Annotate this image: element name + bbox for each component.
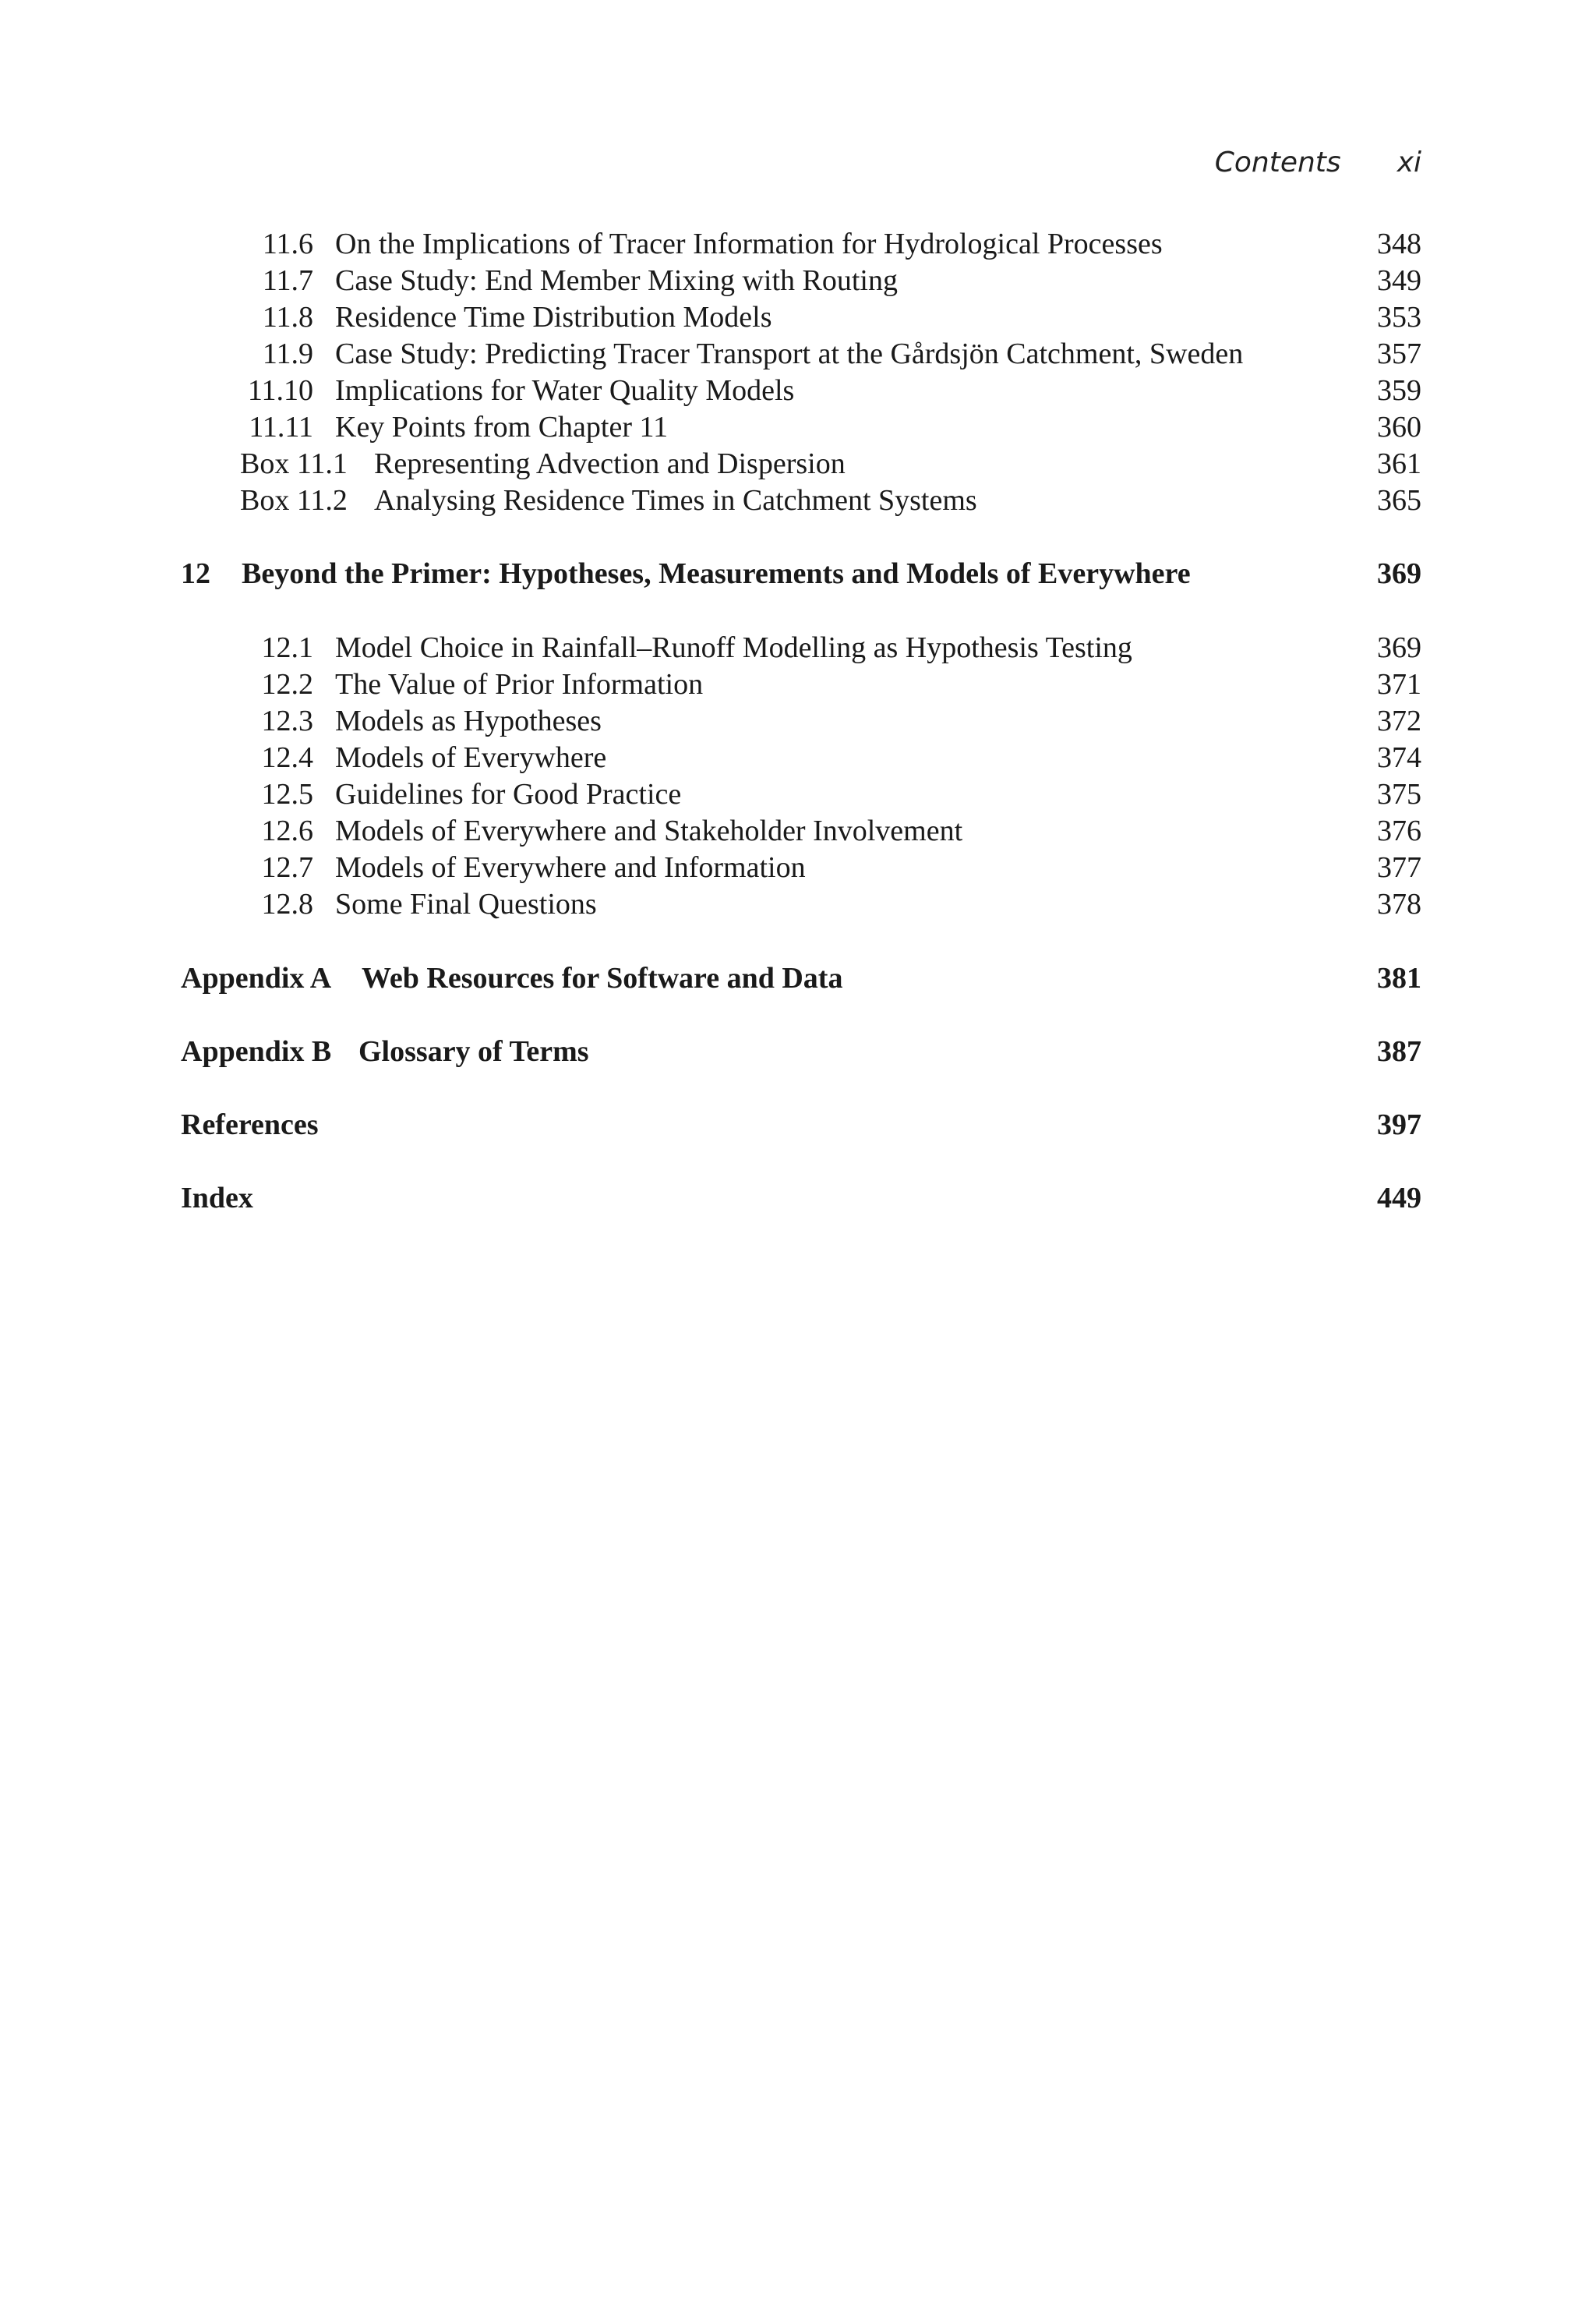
section-title: Residence Time Distribution Models (335, 301, 772, 334)
section-title: Guidelines for Good Practice (335, 778, 682, 811)
section-number: 11.9 (262, 338, 313, 370)
entry-title: References (181, 1108, 319, 1141)
header-title: Contents (1214, 147, 1341, 179)
section-number: 12.8 (261, 888, 313, 921)
page-number: 361 (1377, 447, 1421, 480)
toc-entry-box-11-1[interactable] (181, 445, 1421, 483)
page-number: 449 (1377, 1182, 1421, 1214)
page-number: 369 (1377, 631, 1421, 664)
box-title: Representing Advection and Dispersion (374, 447, 846, 480)
page-number: 387 (1377, 1035, 1421, 1068)
section-number: 11.10 (247, 374, 313, 407)
box-number: Box 11.1 (240, 447, 348, 480)
appendix-number: Appendix A (181, 962, 332, 995)
running-header (1215, 147, 1421, 179)
section-number: 11.11 (249, 411, 313, 444)
section-number: 11.8 (262, 301, 313, 334)
section-number: 12.6 (261, 815, 313, 847)
section-title: Case Study: Predicting Tracer Transport at the Gårdsjön Catchment, Sweden (335, 338, 1244, 370)
section-title: Models of Everywhere (335, 741, 607, 774)
section-number: 12.4 (261, 741, 313, 774)
toc-entry-11-11[interactable] (181, 408, 1421, 446)
section-number: 11.6 (262, 228, 313, 260)
page-number: 353 (1377, 301, 1421, 334)
appendix-title: Glossary of Terms (358, 1035, 589, 1068)
section-title: Some Final Questions (335, 888, 597, 921)
page-number: 360 (1377, 411, 1421, 444)
page-number: 349 (1377, 264, 1421, 297)
section-number: 12.3 (261, 705, 313, 737)
section-title: Implications for Water Quality Models (335, 374, 795, 407)
header-page-number: xi (1396, 147, 1421, 179)
page-number: 381 (1377, 962, 1421, 995)
toc-entry-12-7[interactable] (181, 849, 1421, 886)
section-title: Key Points from Chapter 11 (335, 411, 669, 444)
section-title: Models as Hypotheses (335, 705, 602, 737)
page-number: 378 (1377, 888, 1421, 921)
section-number: 12.7 (261, 851, 313, 884)
chapter-title: Beyond the Primer: Hypotheses, Measurements and Models of Everywhere (242, 557, 1191, 590)
toc-entry-12-6[interactable] (181, 812, 1421, 850)
section-title: Models of Everywhere and Stakeholder Involvement (335, 815, 963, 847)
section-title: Model Choice in Rainfall–Runoff Modelling as Hypothesis Testing (335, 631, 1132, 664)
page-number: 369 (1377, 557, 1421, 590)
chapter-number: 12 (181, 557, 210, 590)
page-number: 374 (1377, 741, 1421, 774)
toc-entry-12-2[interactable] (181, 666, 1421, 703)
section-number: 11.7 (262, 264, 313, 297)
toc-references[interactable] (181, 1106, 1421, 1144)
section-title: Models of Everywhere and Information (335, 851, 806, 884)
page-number: 397 (1377, 1108, 1421, 1141)
appendix-title: Web Resources for Software and Data (362, 962, 843, 995)
page-number: 377 (1377, 851, 1421, 884)
section-title: Case Study: End Member Mixing with Routing (335, 264, 898, 297)
page-number: 359 (1377, 374, 1421, 407)
toc-chapter-12[interactable] (181, 555, 1421, 592)
toc-appendix-a[interactable] (181, 960, 1421, 997)
box-number: Box 11.2 (240, 484, 348, 517)
section-title: The Value of Prior Information (335, 668, 704, 701)
toc-entry-12-3[interactable] (181, 702, 1421, 740)
section-title: On the Implications of Tracer Information for Hydrological Processes (335, 228, 1163, 260)
section-number: 12.5 (261, 778, 313, 811)
section-number: 12.1 (261, 631, 313, 664)
box-title: Analysing Residence Times in Catchment Systems (374, 484, 977, 517)
toc-entry-11-6[interactable] (181, 225, 1421, 263)
page-number: 375 (1377, 778, 1421, 811)
toc-entry-11-10[interactable] (181, 372, 1421, 409)
toc-entry-12-8[interactable] (181, 886, 1421, 923)
toc-entry-11-7[interactable] (181, 262, 1421, 299)
entry-title: Index (181, 1182, 253, 1214)
appendix-number: Appendix B (181, 1035, 332, 1068)
toc-entry-12-1[interactable] (181, 629, 1421, 666)
toc-entry-11-9[interactable] (181, 335, 1421, 373)
page-number: 371 (1377, 668, 1421, 701)
page-number: 357 (1377, 338, 1421, 370)
toc-entry-11-8[interactable] (181, 299, 1421, 336)
toc-entry-12-4[interactable] (181, 739, 1421, 776)
toc-entry-12-5[interactable] (181, 776, 1421, 813)
page-number: 348 (1377, 228, 1421, 260)
toc-appendix-b[interactable] (181, 1033, 1421, 1070)
toc-entry-box-11-2[interactable] (181, 482, 1421, 519)
page-number: 365 (1377, 484, 1421, 517)
page-number: 372 (1377, 705, 1421, 737)
section-number: 12.2 (261, 668, 313, 701)
toc-index[interactable] (181, 1179, 1421, 1217)
page-number: 376 (1377, 815, 1421, 847)
